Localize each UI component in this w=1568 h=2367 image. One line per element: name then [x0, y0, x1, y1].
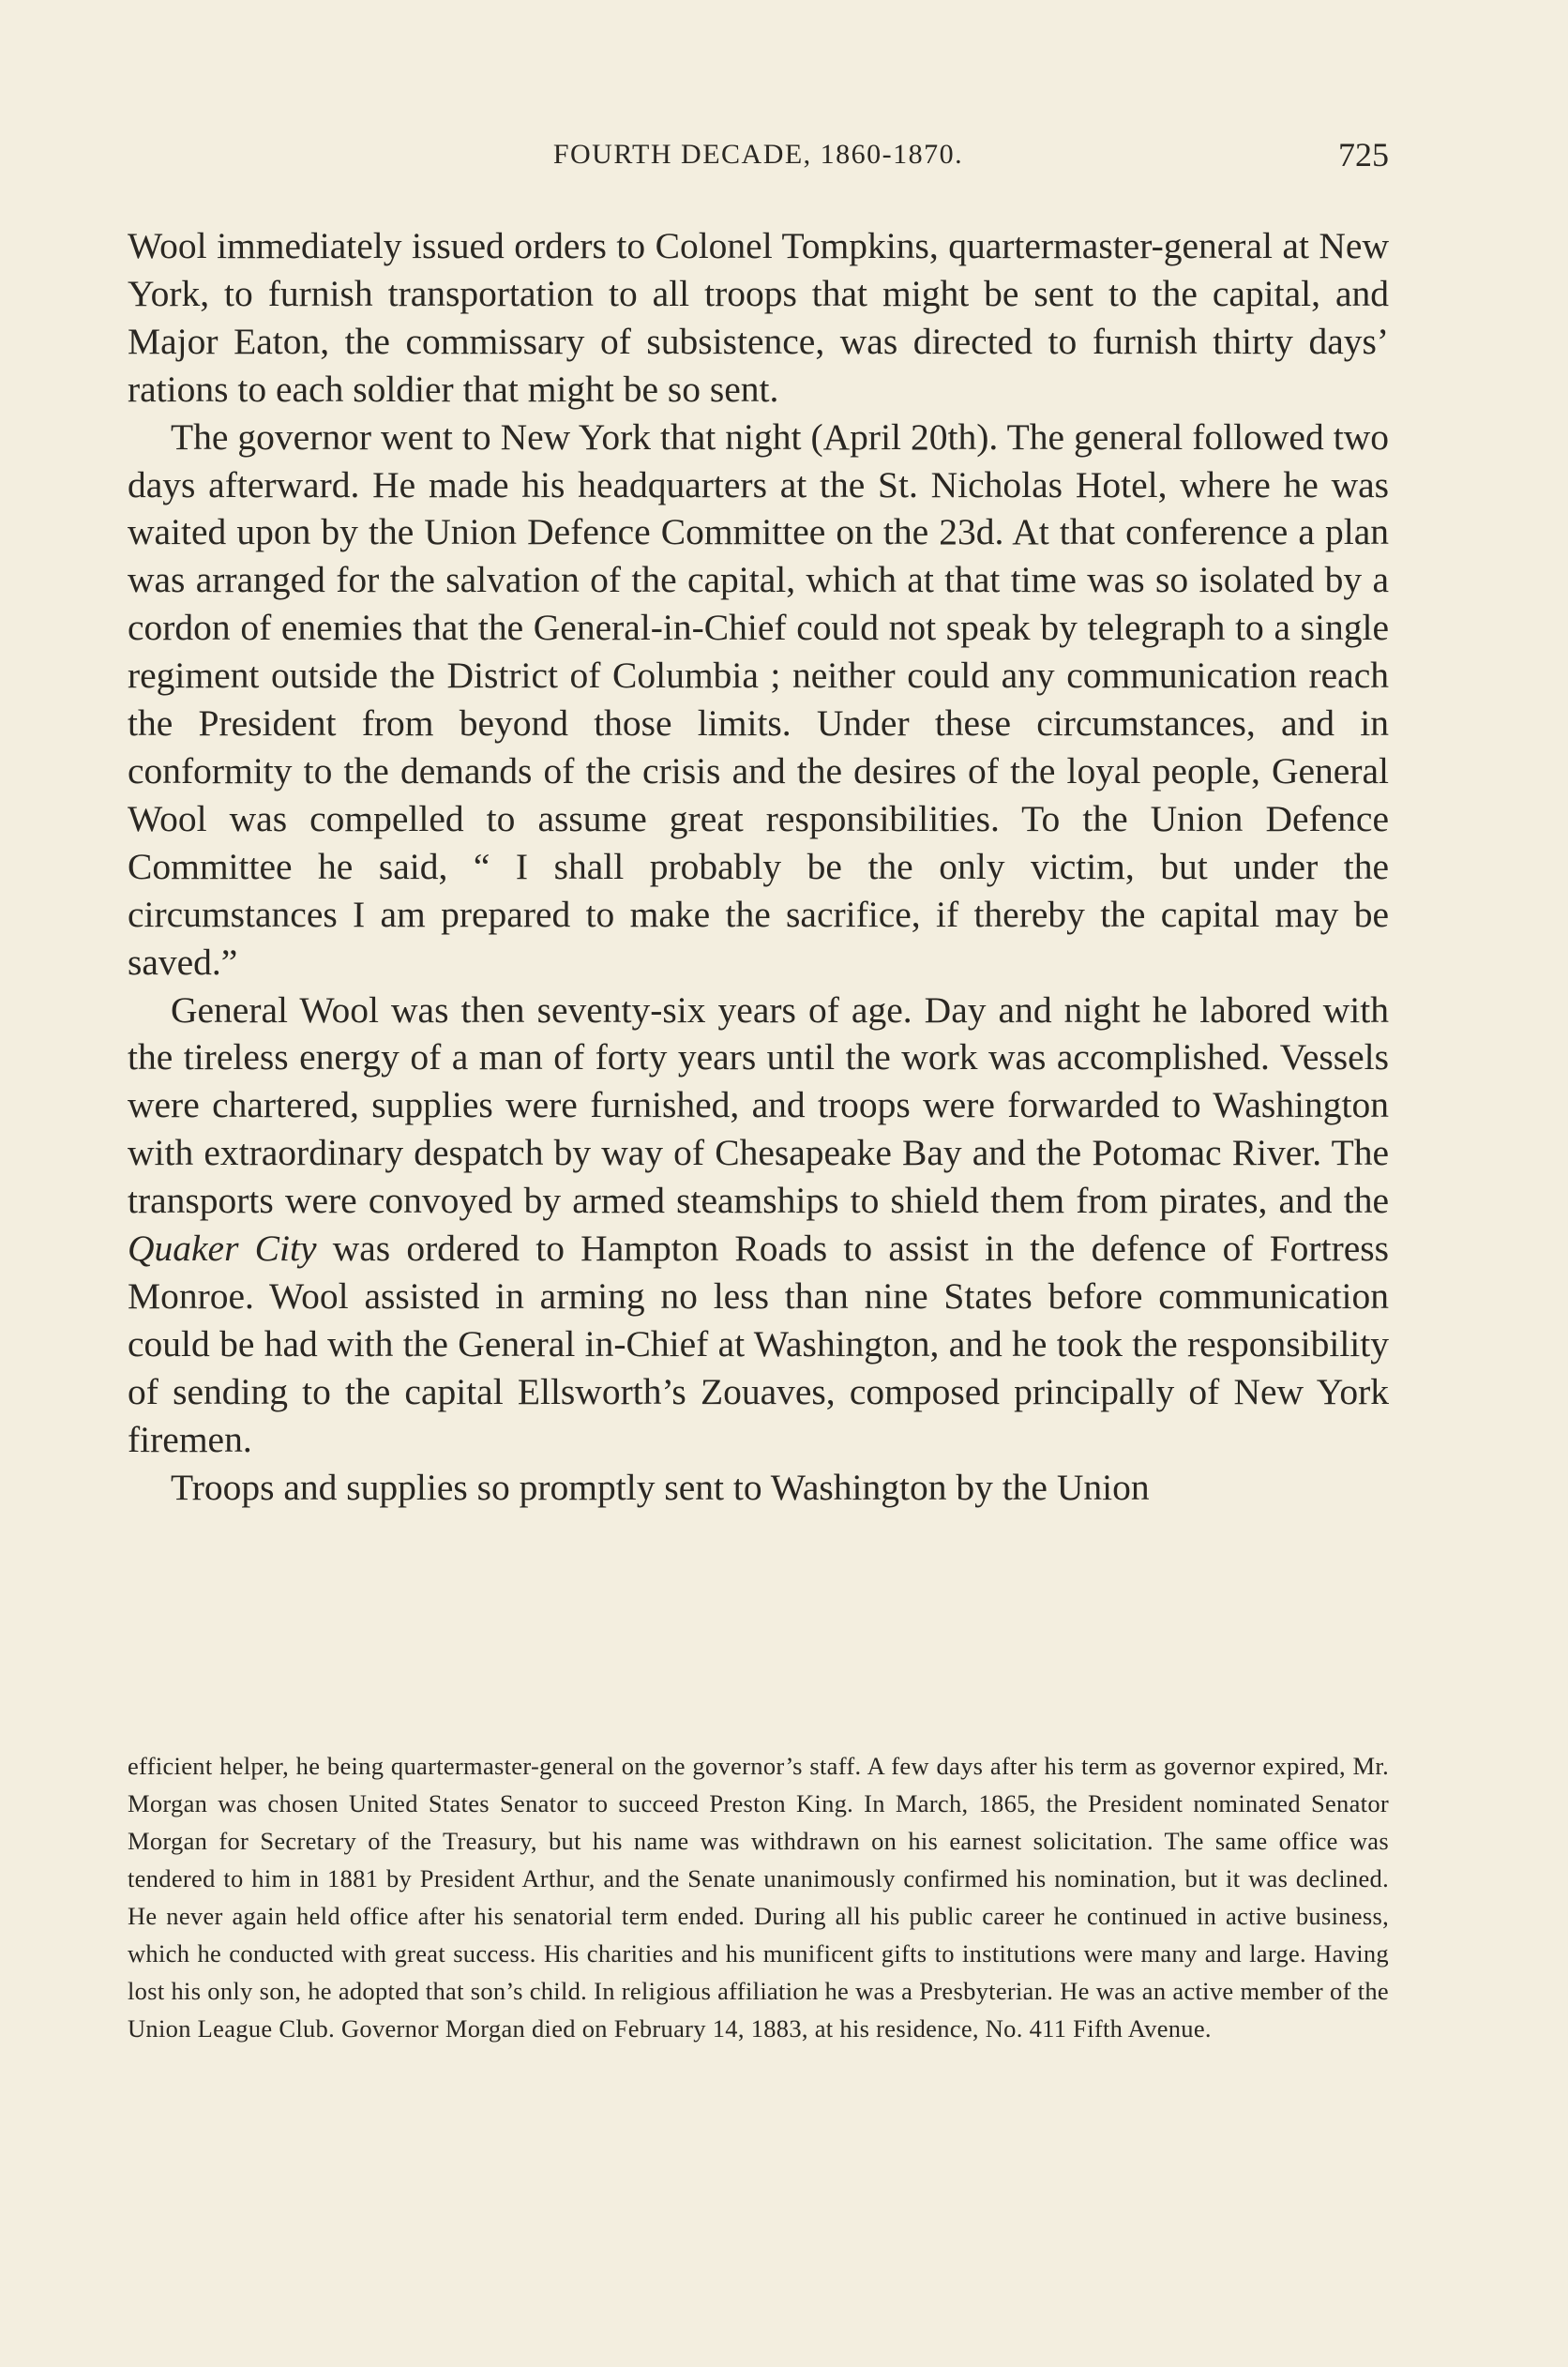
paragraph-4: [128, 1464, 1389, 1512]
paragraph-2-text: The governor went to New York that night (April 20th). The general followed two days afterward. He made his headquarters at the St. Nicholas Hotel, where he was waited upon by the Union Defence Committee on the 23d. At that conference a plan was arranged for the salvation of the capital, which at that time was so isolated by a cordon of enemies that the General-in-Chief could not speak by telegraph to a single regiment outside the District of Columbia ; neither could any communication reach the President from beyond those limits. Under these circumstances, and in conformity to the demands of the crisis and the desires of the loyal people, General Wool was compelled to assume great responsibilities. To the Union Defence Committee he said, “ I shall probably be the only victim, but under the circumstances I am prepared to make the sacrifice, if thereby the capital may be saved.”: [128, 415, 1389, 983]
paragraph-3-text-b: was ordered to Hampton Roads to assist in the defence of Fortress Monroe. Wool assisted in arming no less than nine States before communication could be had with the General in-Chief at Washington, and he took the responsibility of sending to the capital Ellsworth’s Zouaves, composed principally of New York firemen.: [128, 1228, 1389, 1460]
paragraph-4-text: Troops and supplies so promptly sent to Washington by the Union: [171, 1466, 1150, 1508]
page-number: 725: [1338, 136, 1389, 173]
paragraph-2: [128, 414, 1389, 987]
paragraph-3-text-a: General Wool was then seventy-six years of age. Day and night he labored with the tireless energy of a man of forty years until the work was accomplished. Vessels were chartered, supplies were furnished, and troops were forwarded to Washington with extraordinary despatch by way of Chesapeake Bay and the Potomac River. The transports were convoyed by armed steamships to shield them from pirates, and the: [128, 988, 1389, 1222]
running-title: FOURTH DECADE, 1860-1870.: [552, 139, 964, 170]
paragraph-3: [128, 987, 1389, 1464]
footnote: [128, 1747, 1389, 2047]
running-head: [128, 131, 1389, 178]
paragraph-1-text: Wool immediately issued orders to Colonel Tompkins, quartermaster-general at New York, to furnish transportation to all troops that might be sent to the capital, and Major Eaton, the commissary of subsistence, was directed to furnish thirty days’ rations to each soldier that might be so sent.: [128, 225, 1389, 410]
paragraph-1: [128, 222, 1389, 414]
ship-name-italic: Quaker City: [128, 1228, 317, 1270]
footnote-text: efficient helper, he being quartermaster-general on the governor’s staff. A few days after his term as governor expired, Mr. Morgan was chosen United States Senator to succeed Preston King. In March, 1865, the President nominated Senator Morgan for Secretary of the Treasury, but his name was withdrawn on his earnest solicitation. The same office was tendered to him in 1881 by President Arthur, and the Senate unanimously confirmed his nomination, but it was declined. He never again held office after his senatorial term ended. During all his public career he continued in active business, which he conducted with great success. His charities and his munificent gifts to institutions were many and large. Having lost his only son, he adopted that son’s child. In religious affiliation he was a Presbyterian. He was an active member of the Union League Club. Governor Morgan died on February 14, 1883, at his residence, No. 411 Fifth Avenue.: [128, 1752, 1389, 2043]
body-text: [128, 222, 1389, 1511]
